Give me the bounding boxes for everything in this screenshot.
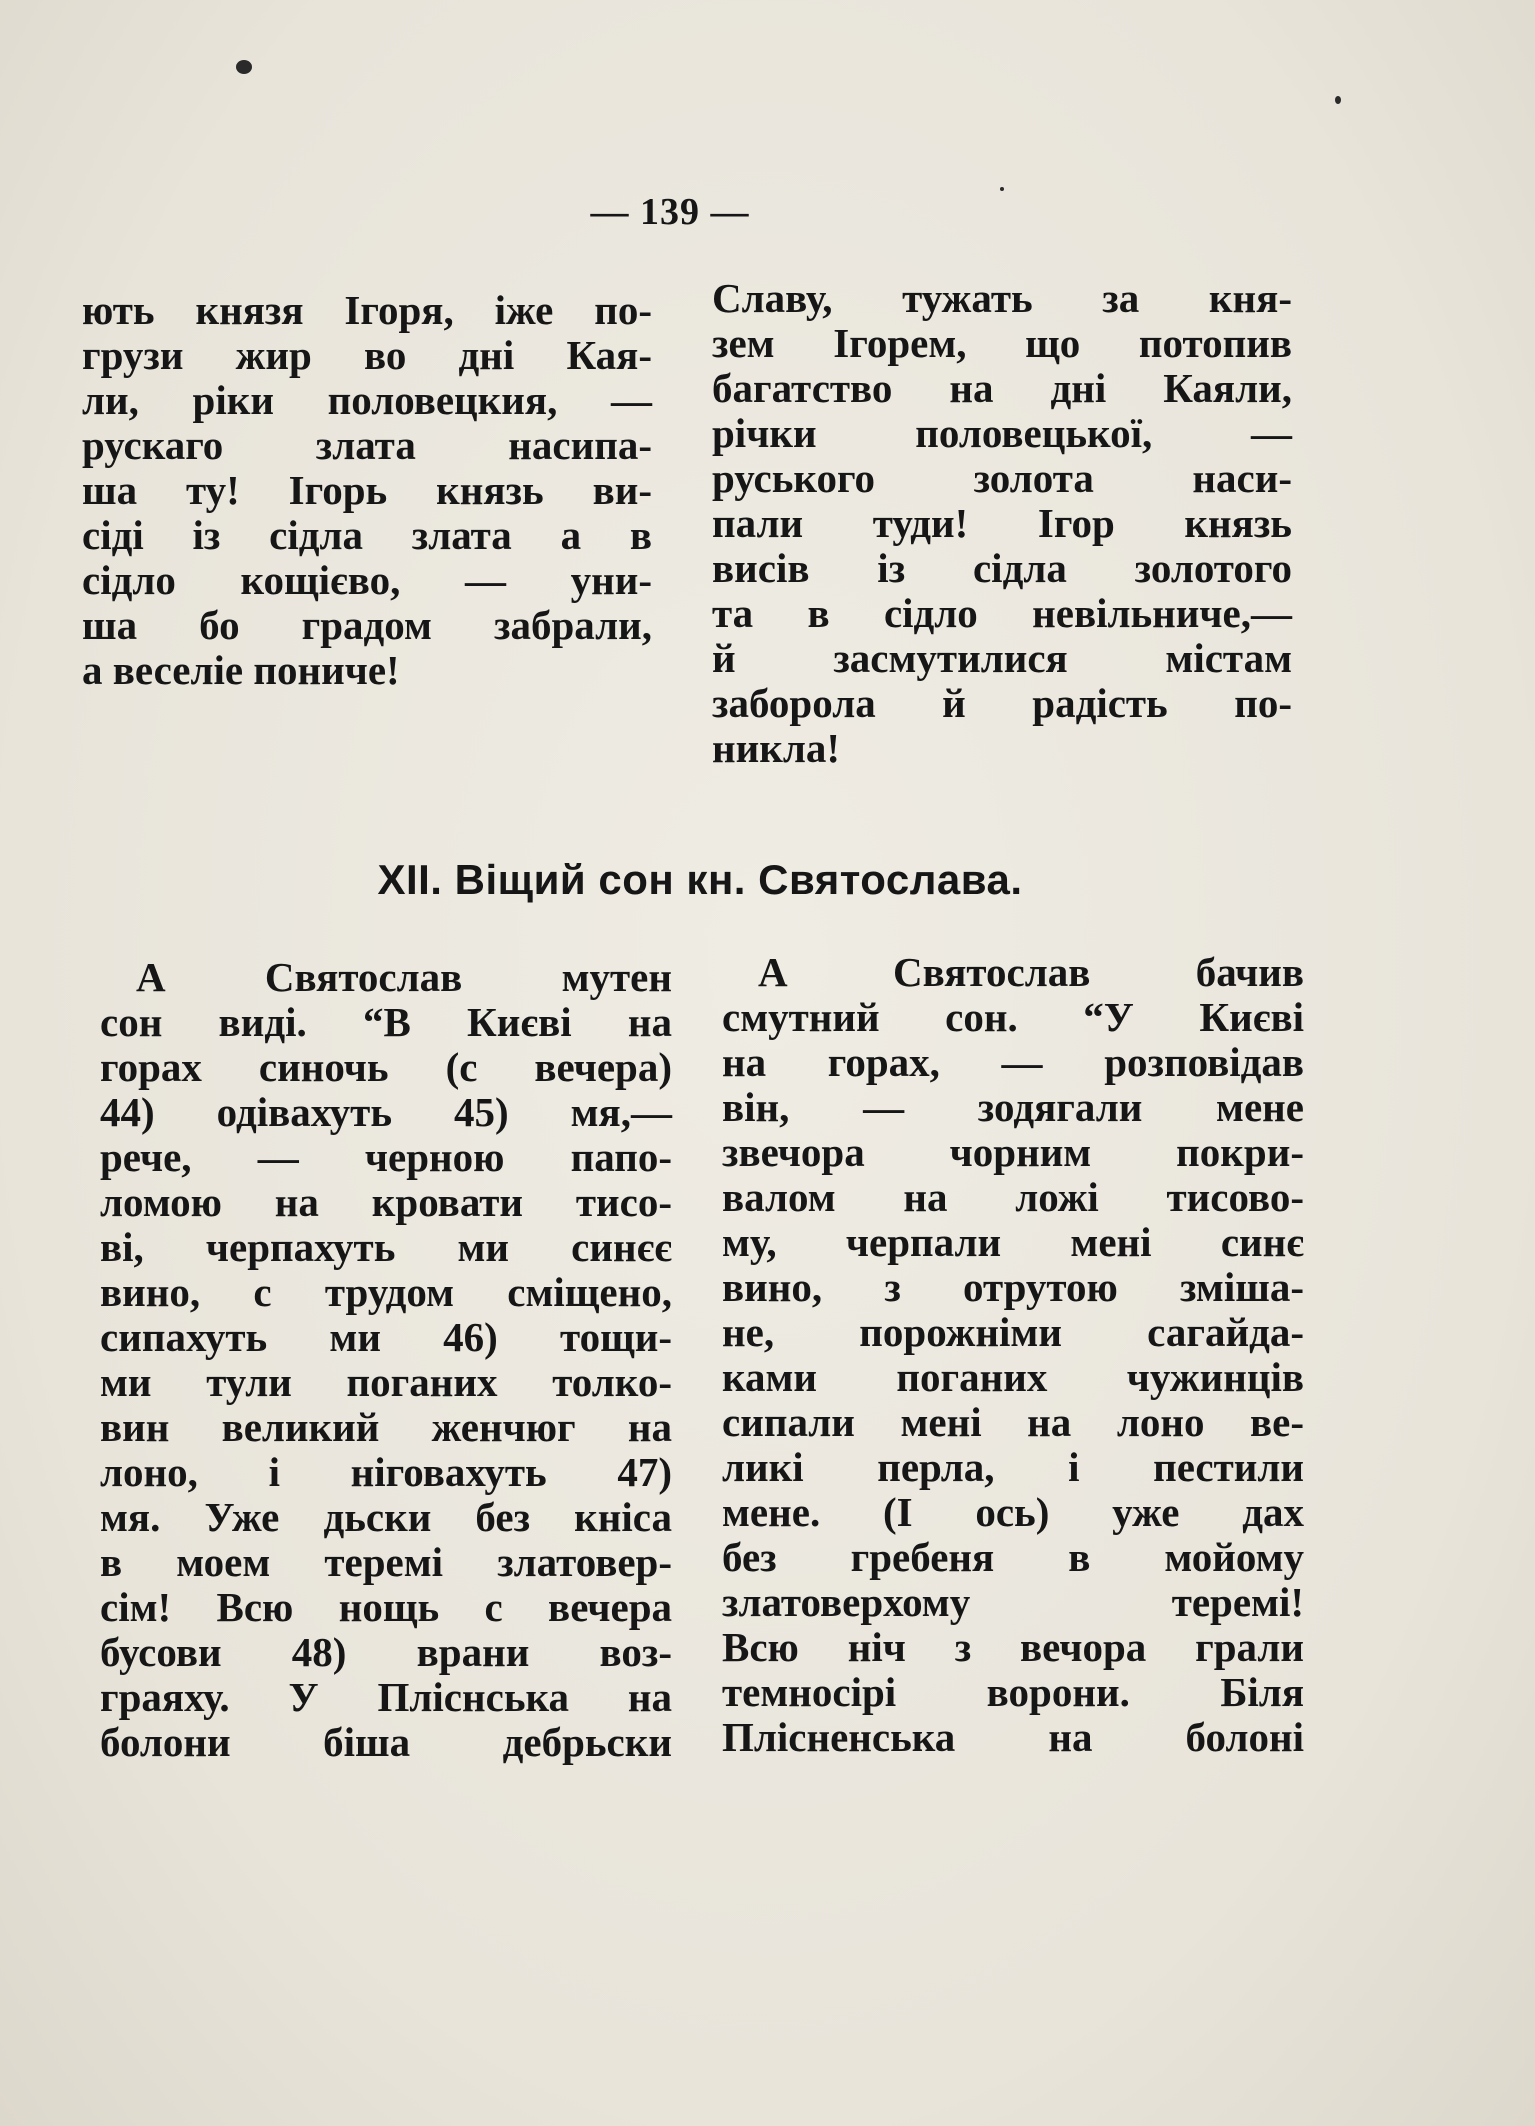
ink-speck xyxy=(1000,187,1004,191)
top-right-column xyxy=(712,276,1292,771)
text-line: пали туди! Ігор князь xyxy=(712,500,1292,546)
text-line: а веселіе пониче! xyxy=(82,647,400,693)
text-line: граяху. У Пліснська на xyxy=(100,1674,672,1720)
text-line: руського золота наси- xyxy=(712,455,1292,501)
text-line: ша ту! Ігорь князь ви- xyxy=(82,467,652,513)
text-line: темносірі ворони. Біля xyxy=(722,1669,1304,1715)
text-line: ли, ріки половецкия, — xyxy=(82,377,652,423)
text-line: валом на ложі тисово- xyxy=(722,1174,1304,1220)
ink-speck xyxy=(236,60,252,74)
text-line: заборола й радість по- xyxy=(712,680,1292,726)
text-line: рускаго злата насипа- xyxy=(82,422,652,468)
text-line: ломою на кровати тисо- xyxy=(100,1179,672,1225)
text-line: ють князя Ігоря, іже по- xyxy=(82,287,652,333)
text-line: ликі перла, і пестили xyxy=(722,1444,1304,1490)
text-line: в моем теремі златовер- xyxy=(100,1539,672,1585)
text-line: никла! xyxy=(712,725,841,771)
text-line: та в сідло невільниче,— xyxy=(712,590,1292,636)
text-line: сон виді. “В Києві на xyxy=(100,999,672,1045)
bottom-left-column xyxy=(100,955,672,1765)
text-line: Всю ніч з вечора грали xyxy=(722,1624,1304,1670)
section-title: XII. Віщий сон кн. Святослава. xyxy=(377,856,1023,903)
top-left-column xyxy=(82,288,652,693)
text-line: звечора чорним покри- xyxy=(722,1129,1304,1175)
text-line: зем Ігорем, що потопив xyxy=(712,320,1292,366)
text-line: ми тули поганих толко- xyxy=(100,1359,672,1405)
text-line: сіді із сідла злата а в xyxy=(82,512,652,558)
text-line: висів із сідла золотого xyxy=(712,545,1292,591)
text-line: А Святослав мутен xyxy=(136,954,672,1000)
text-line: річки половецької, — xyxy=(712,410,1292,456)
text-line: рече, — черною папо- xyxy=(100,1134,672,1180)
text-line: мене. (І ось) уже дах xyxy=(722,1489,1304,1535)
text-line: вино, с трудом сміщено, xyxy=(100,1269,672,1315)
ink-speck xyxy=(1335,96,1341,104)
text-line: багатство на дні Каяли, xyxy=(712,365,1292,411)
text-line: вин великий женчюг на xyxy=(100,1404,672,1450)
text-line: Славу, тужать за кня- xyxy=(712,275,1292,321)
text-line: не, порожніми сагайда- xyxy=(722,1309,1304,1355)
text-line: грузи жир во дні Кая- xyxy=(82,332,652,378)
text-line: сипахуть ми 46) тощи- xyxy=(100,1314,672,1360)
text-line: вино, з отрутою зміша- xyxy=(722,1264,1304,1310)
bottom-right-column xyxy=(722,950,1304,1760)
text-line: ві, черпахуть ми синєє xyxy=(100,1224,672,1270)
text-line: сідло кощієво, — уни- xyxy=(82,557,652,603)
text-line: без гребеня в мойому xyxy=(722,1534,1304,1580)
text-line: 44) одівахуть 45) мя,— xyxy=(100,1089,672,1135)
text-line: сипали мені на лоно ве- xyxy=(722,1399,1304,1445)
text-line: ша бо градом забрали, xyxy=(82,602,652,648)
text-line: златоверхому теремі! xyxy=(722,1579,1304,1625)
text-line: горах синочь (с вечера) xyxy=(100,1044,672,1090)
text-line: мя. Уже дьски без кніса xyxy=(100,1494,672,1540)
text-line: бусови 48) врани воз- xyxy=(100,1629,672,1675)
text-line: на горах, — розповідав xyxy=(722,1039,1304,1085)
text-line: й засмутилися містам xyxy=(712,635,1292,681)
text-line: він, — зодягали мене xyxy=(722,1084,1304,1130)
text-line: лоно, і ніговахуть 47) xyxy=(100,1449,672,1495)
text-line: смутний сон. “У Києві xyxy=(722,994,1304,1040)
text-line: болони біша дебрьски xyxy=(100,1719,672,1765)
text-line: му, черпали мені синє xyxy=(722,1219,1304,1265)
text-line: сім! Всю нощь с вечера xyxy=(100,1584,672,1630)
text-line: Плісненська на болоні xyxy=(722,1714,1304,1760)
text-line: ками поганих чужинців xyxy=(722,1354,1304,1400)
page-number: — 139 — xyxy=(590,191,750,233)
text-line: А Святослав бачив xyxy=(758,949,1304,995)
